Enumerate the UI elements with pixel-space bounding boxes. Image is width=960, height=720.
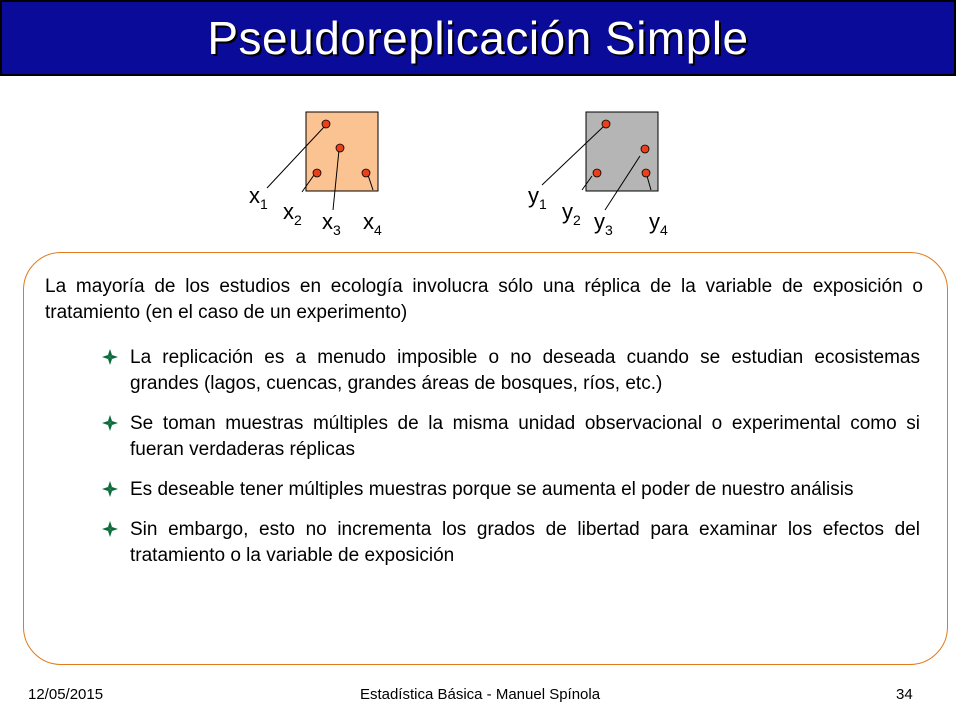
footer-page-number: 34 [896,686,913,703]
title-bar [0,0,956,76]
bullet-text: Es deseable tener múltiples muestras porque se aumenta el poder de nuestro análisis [130,479,854,500]
bullet-text: La replicación es a menudo imposible o no deseada cuando se estudian ecosistemas grandes (lagos, cuencas, grandes áreas de bosques, ríos, etc.) [130,347,920,394]
sample-dot-y4 [642,169,650,177]
sample-dot-x3 [336,144,344,152]
label-x1: $x_1$ [249,183,268,212]
intro-paragraph: La mayoría de los estudios en ecología involucra sólo una réplica de la variable de exposición o tratamiento (en el caso de un experimento) [45,276,923,323]
sample-dot-x2 [313,169,321,177]
diamond-bullet-icon [102,481,118,497]
footer-date: 12/05/2015 [28,686,104,703]
bullet-item [102,517,920,569]
sample-dot-y2 [593,169,601,177]
pseudoreplication-diagram [0,95,960,240]
label-y4: $y_4$ [649,209,668,238]
label-x4: $x_4$ [363,209,382,238]
label-y1: $y_1$ [528,183,547,212]
bullet-item [102,345,920,397]
sample-dot-x1 [322,120,330,128]
label-y3: $y_3$ [594,209,613,238]
label-y2: $y_2$ [562,199,581,228]
bullet-text: Sin embargo, esto no incrementa los grados de libertad para examinar los efectos del tratamiento o la variable de exposición [130,519,920,566]
sample-dot-y3 [641,145,649,153]
slide-title: Pseudoreplicación Simple [207,12,749,64]
bullet-item [102,477,920,503]
footer-author: Estadística Básica - Manuel Spínola [359,686,601,703]
sample-dot-x4 [362,169,370,177]
bullet-text: Se toman muestras múltiples de la misma unidad observacional o experimental como si fueran verdaderas réplicas [130,413,920,460]
bullet-list [102,345,920,583]
diamond-bullet-icon [102,415,118,431]
label-x3: $x_3$ [322,209,341,238]
diamond-bullet-icon [102,349,118,365]
label-x2: $x_2$ [283,199,302,228]
bullet-item [102,411,920,463]
sample-dot-y1 [602,120,610,128]
diamond-bullet-icon [102,521,118,537]
